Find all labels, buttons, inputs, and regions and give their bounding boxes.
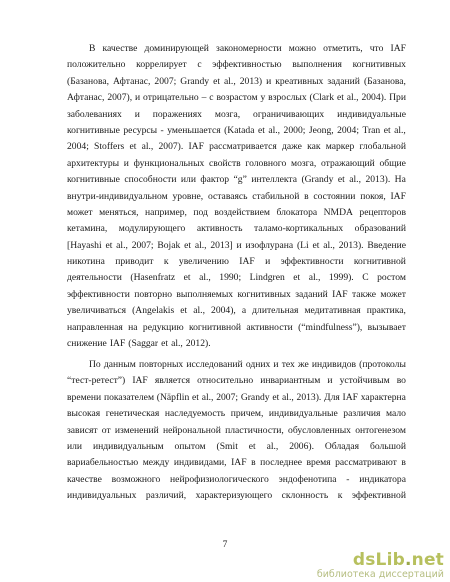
word: al.,: [171, 338, 183, 350]
word: (Saggar: [128, 338, 159, 350]
word: с: [197, 59, 202, 71]
word: et: [184, 239, 192, 251]
word: al.,: [282, 391, 294, 403]
word: al.,: [224, 75, 236, 87]
word: заданий: [327, 75, 360, 87]
word: снижение: [67, 338, 107, 350]
word: и: [135, 92, 141, 104]
word: et: [257, 124, 265, 136]
word: al.,: [193, 305, 205, 317]
word: показателем: [103, 391, 155, 403]
word: причем,: [230, 408, 264, 420]
word: индивидуальных: [67, 490, 137, 502]
word: и: [123, 157, 129, 169]
word: индивидуальные: [337, 108, 406, 120]
word: головного: [245, 157, 287, 169]
word: IAF: [132, 375, 148, 387]
word: последнее: [260, 457, 303, 469]
word: выполняемых: [176, 288, 234, 300]
word: общие: [379, 157, 406, 169]
watermark-logo-suffix: net: [411, 550, 444, 570]
word: рассматривают: [335, 457, 397, 469]
watermark-subtitle: библиотека диссертаций: [316, 569, 444, 580]
word: в: [401, 457, 406, 469]
word: индивидов: [311, 359, 357, 370]
word: (Базанова,: [67, 75, 110, 87]
text-line: [67, 90, 406, 106]
word: и: [265, 256, 271, 268]
text-line: [67, 205, 406, 221]
word: -: [160, 124, 164, 136]
text-line: [67, 406, 406, 422]
word: возможного: [111, 473, 161, 485]
word: “тест-ретест”): [67, 375, 126, 387]
word: мозга,: [291, 157, 317, 169]
word: et: [129, 141, 137, 153]
word: инвариантным: [260, 375, 321, 387]
word: 2013).: [296, 391, 322, 403]
word: отметить,: [323, 43, 363, 54]
word: никотина: [67, 256, 105, 268]
word: 2007).: [158, 141, 184, 153]
word: когнитивные: [67, 124, 120, 136]
word: et: [337, 174, 345, 186]
word: (Smit: [216, 440, 238, 452]
word: опытом: [174, 440, 206, 452]
word: –: [201, 92, 207, 104]
word: может: [380, 288, 406, 300]
word: от: [101, 424, 111, 436]
word: et: [272, 391, 280, 403]
word: ограничивающих: [253, 108, 325, 120]
text-line: [67, 488, 406, 504]
word: коррелирует: [136, 59, 187, 71]
word: может: [67, 206, 93, 218]
word: Введение: [367, 239, 406, 251]
word: (Hasenfratz: [130, 272, 176, 284]
word: 2007),: [107, 92, 133, 104]
word: отражающий: [320, 157, 375, 169]
word: закономерности: [216, 43, 282, 54]
word: на: [128, 321, 138, 333]
word: IAF: [239, 256, 255, 268]
word: с: [209, 92, 214, 104]
text-line: [67, 139, 406, 155]
word: Tran: [362, 124, 381, 136]
word: al.,: [394, 124, 406, 136]
word: положительно: [67, 59, 126, 71]
word: исследований: [186, 359, 243, 370]
word: взрослых: [268, 92, 307, 104]
word: времени: [67, 391, 102, 403]
word: вариабельностью: [67, 457, 139, 469]
word: (Clark: [309, 92, 335, 104]
word: al.,: [201, 391, 214, 403]
word: в: [304, 190, 309, 202]
word: (Näpflin: [156, 391, 190, 403]
word: IAF: [231, 457, 247, 469]
word: (Angelakis: [132, 305, 175, 317]
word: и: [327, 375, 333, 387]
word: возрастом: [216, 92, 258, 104]
text-line: [67, 423, 406, 439]
text-line: [67, 41, 406, 57]
word: а: [241, 305, 247, 317]
word: например,: [145, 206, 187, 218]
text-line: [67, 373, 406, 389]
word: et: [213, 75, 220, 87]
word: и: [266, 75, 272, 87]
word: одних: [245, 359, 271, 370]
word: NMDA: [323, 206, 353, 218]
word: уровне,: [172, 190, 204, 202]
page-number: 7: [222, 540, 228, 550]
word: et: [105, 239, 113, 251]
word: (протоколы: [359, 359, 406, 370]
word: фактор: [200, 174, 230, 186]
word: выполнения: [292, 59, 342, 71]
text-line: [67, 336, 406, 352]
word: (Базанова,: [363, 75, 406, 87]
word: (Katada: [224, 124, 255, 136]
word: мозга,: [214, 108, 241, 120]
word: вызывает: [367, 321, 406, 333]
word: Grandy: [180, 75, 210, 87]
word: пластичности,: [225, 424, 284, 436]
word: рассматривается: [209, 141, 277, 153]
word: et: [192, 391, 199, 403]
word: IAF: [109, 338, 126, 350]
word: 1990;: [219, 272, 242, 284]
word: когнитивной: [188, 321, 242, 333]
text-line: [67, 189, 406, 205]
text-line: [67, 439, 406, 455]
word: медитативная: [304, 305, 361, 317]
word: ростом: [377, 272, 406, 284]
word: -: [346, 473, 350, 485]
word: мало: [385, 408, 406, 420]
word: поражениях: [152, 108, 202, 120]
word: отрицательно: [143, 92, 199, 104]
word: et: [161, 338, 169, 350]
word: нейрофизиологического: [170, 473, 269, 485]
word: индикатора: [359, 473, 406, 485]
word: По: [89, 359, 101, 370]
text-line: [67, 270, 406, 286]
word: 2004).: [361, 92, 387, 104]
word: блокатора: [276, 206, 318, 218]
word: et: [336, 92, 344, 104]
text-line: [67, 320, 406, 336]
word: глобальной: [359, 141, 406, 153]
word: обусловленных: [288, 424, 351, 436]
word: Афтанас,: [67, 92, 105, 104]
word: время: [306, 457, 331, 469]
word: модулирующего: [118, 223, 186, 235]
word: креативных: [275, 75, 324, 87]
word: изофлурана: [245, 239, 294, 251]
word: Jeong,: [308, 124, 334, 136]
word: Обладая: [324, 440, 360, 452]
word: индивидами,: [173, 457, 227, 469]
word: состоянии: [313, 190, 356, 202]
word: Афтанас,: [113, 75, 151, 87]
word: таламо-кортикальных: [254, 223, 344, 235]
word: IAF: [332, 288, 348, 300]
word: et: [180, 305, 188, 317]
word: al.,: [141, 141, 154, 153]
word: что: [369, 43, 384, 54]
word: функциональных: [133, 157, 205, 169]
word: эффективной: [351, 490, 406, 502]
word: когнитивной: [353, 256, 406, 268]
word: Stoffers: [94, 141, 125, 153]
word: IAF: [390, 190, 406, 202]
word: характеризующего: [195, 490, 273, 502]
word: На: [394, 174, 406, 186]
word: Grandy: [240, 391, 270, 403]
text-line: [67, 123, 406, 139]
word: заданий: [295, 288, 328, 300]
word: эффективности: [280, 256, 344, 268]
text-line: [67, 74, 406, 90]
word: является: [154, 375, 191, 387]
word: Bojak: [157, 239, 181, 251]
watermark-logo: [353, 550, 444, 570]
word: При: [389, 92, 406, 104]
word: даже: [282, 141, 302, 153]
word: заболеваниях: [67, 108, 122, 120]
word: между: [142, 457, 170, 469]
word: et: [383, 124, 391, 136]
word: (Grandy: [301, 174, 334, 186]
word: 2007;: [131, 239, 154, 251]
word: и: [273, 359, 279, 370]
word: же: [297, 359, 309, 370]
word: качестве: [102, 43, 138, 54]
word: к: [337, 490, 343, 502]
word: индивидуальным: [92, 440, 164, 452]
word: во: [396, 375, 406, 387]
word: 2004),: [211, 305, 236, 317]
text-line: [67, 455, 406, 471]
word: под: [193, 206, 208, 218]
word: эндофенотипа: [278, 473, 337, 485]
text-line: [67, 390, 406, 406]
word: (Li: [296, 239, 309, 251]
word: 2004;: [67, 141, 89, 153]
word: как: [307, 141, 321, 153]
word: длительная: [252, 305, 299, 317]
word: кетамина,: [67, 223, 108, 235]
word: изменений: [114, 424, 159, 436]
text-line: [67, 107, 406, 123]
word: al.,: [199, 272, 211, 284]
word: или: [67, 440, 83, 452]
word: покоя,: [360, 190, 386, 202]
word: эффективности: [67, 288, 130, 300]
text-line: [67, 57, 406, 73]
word: стабильной: [252, 190, 300, 202]
word: высокая: [67, 408, 101, 420]
word: Lindgren: [249, 272, 285, 284]
word: когнитивные: [67, 174, 120, 186]
watermark-logo-dot: .: [404, 550, 412, 570]
word: активность: [196, 223, 243, 235]
word: меняться,: [99, 206, 139, 218]
word: et: [248, 440, 256, 452]
word: et: [183, 272, 191, 284]
word: 2013).: [365, 174, 391, 186]
word: увеличиваться: [67, 305, 127, 317]
word: al.,: [323, 239, 335, 251]
text-line: [67, 221, 406, 237]
paragraph-2: [67, 357, 406, 505]
watermark-logo-prefix: dsLib: [352, 550, 405, 570]
word: наследуемость: [164, 408, 226, 420]
word: относительно: [197, 375, 254, 387]
word: уменьшается: [167, 124, 221, 136]
word: увеличению: [178, 256, 229, 268]
word: Для: [324, 391, 340, 403]
word: оставаясь: [207, 190, 248, 202]
word: 2007;: [216, 391, 239, 403]
word: (“mindfulness”),: [298, 321, 363, 333]
word: склонность: [281, 490, 329, 502]
word: различия: [343, 408, 381, 420]
word: направленная: [67, 321, 123, 333]
word: et: [312, 239, 320, 251]
word: al.,: [268, 124, 281, 136]
word: к: [163, 256, 169, 268]
word: у: [260, 92, 266, 104]
word: рецепторов: [359, 206, 406, 218]
word: al.,: [266, 440, 279, 452]
word: генетическая: [105, 408, 160, 420]
word: редукцию: [142, 321, 184, 333]
text-line: [67, 172, 406, 188]
word: IAF: [342, 391, 359, 403]
text-line: [67, 472, 406, 488]
word: эффективностью: [212, 59, 282, 71]
word: повторно: [134, 288, 173, 300]
word: образований: [354, 223, 406, 235]
word: тех: [281, 359, 295, 370]
word: воздействием: [214, 206, 270, 218]
word: свойств: [209, 157, 241, 169]
word: когнитивных: [352, 59, 406, 71]
word: деятельности: [67, 272, 122, 284]
text-line: [67, 254, 406, 270]
word: al.,: [308, 272, 321, 284]
word: 2013]: [210, 239, 233, 251]
word: и: [236, 239, 242, 251]
word: al.,: [349, 174, 361, 186]
word: 2004;: [337, 124, 359, 136]
word: 2013).: [338, 239, 364, 251]
word: зависят: [67, 424, 98, 436]
word: архитектуры: [67, 157, 120, 169]
word: 2006).: [289, 440, 314, 452]
word: IAF: [390, 43, 406, 54]
word: ресурсы: [123, 124, 158, 136]
word: 2007;: [154, 75, 177, 87]
word: большой: [369, 440, 406, 452]
word: активности: [246, 321, 293, 333]
word: al.,: [194, 239, 207, 251]
word: В: [89, 43, 96, 54]
text-line: [67, 287, 406, 303]
word: способности: [124, 174, 177, 186]
word: “g”: [233, 174, 247, 186]
word: 2013): [239, 75, 263, 87]
word: практика,: [366, 305, 406, 317]
word: когнитивных: [237, 288, 291, 300]
word: качестве: [67, 473, 102, 485]
word: al.,: [116, 239, 128, 251]
word: 2012).: [185, 338, 211, 350]
word: онтогенезом: [355, 424, 406, 436]
word: индивидуальные: [268, 408, 338, 420]
word: [Hayashi: [67, 239, 102, 251]
word: также: [352, 288, 376, 300]
word: et: [293, 272, 301, 284]
word: и: [134, 108, 140, 120]
word: 1999).: [328, 272, 354, 284]
text-line: [67, 156, 406, 172]
paragraph-1: [67, 41, 406, 352]
word: внутри-индивидуальном: [67, 190, 168, 202]
text-line: [67, 357, 406, 373]
text-line: [67, 238, 406, 254]
word: приводит: [115, 256, 154, 268]
word: С: [362, 272, 369, 284]
word: устойчивым: [339, 375, 390, 387]
word: повторных: [138, 359, 184, 370]
word: IAF: [188, 141, 204, 153]
word: 2000;: [283, 124, 306, 136]
word: характерна: [360, 391, 406, 403]
word: данным: [103, 359, 136, 370]
word: можно: [288, 43, 316, 54]
word: маркер: [325, 141, 355, 153]
dslib-watermark: [316, 550, 448, 580]
word: al.,: [346, 92, 359, 104]
word: различий,: [145, 490, 187, 502]
word: в: [251, 457, 256, 469]
word: нейрональной: [163, 424, 221, 436]
word: интеллекта: [251, 174, 297, 186]
text-line: [67, 303, 406, 319]
word: доминирующей: [144, 43, 209, 54]
word: или: [180, 174, 196, 186]
